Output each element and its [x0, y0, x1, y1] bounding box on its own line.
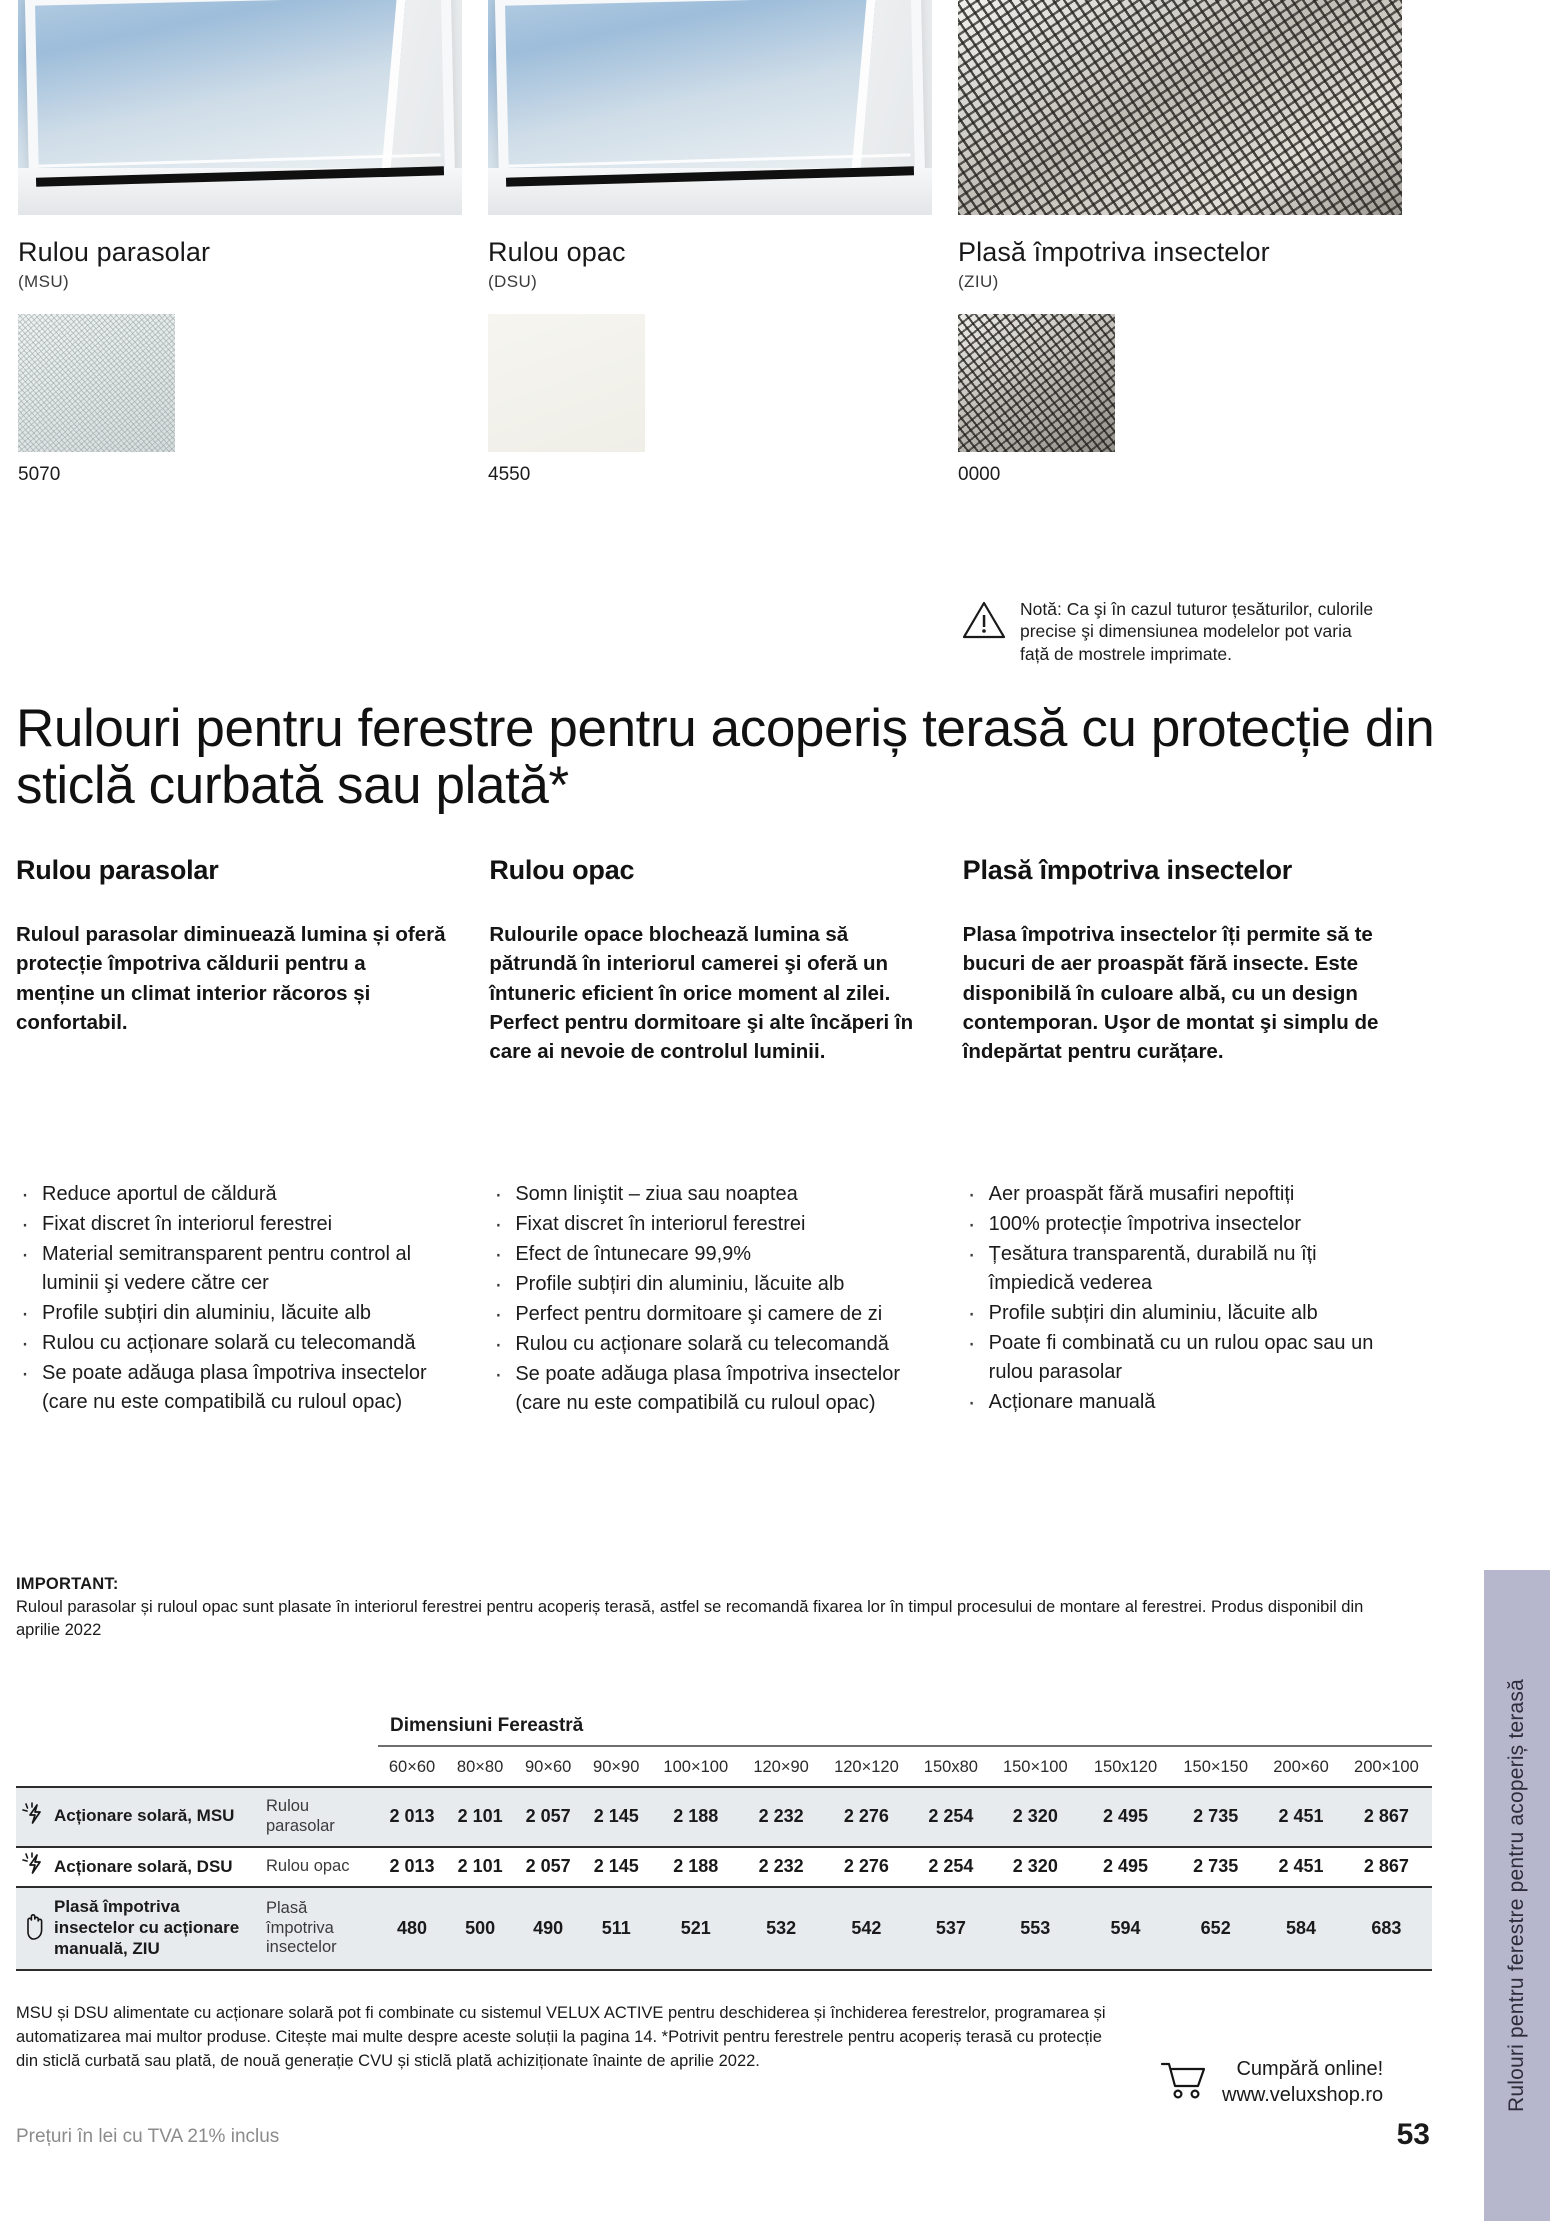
feature-item: · 100% protecție împotriva insectelor: [963, 1210, 1394, 1239]
feature-item: · Rulou cu acționare solară cu telecomandă: [16, 1329, 447, 1358]
bullet-column: [489, 1180, 962, 1419]
price-cell: 2 232: [758, 1856, 804, 1877]
page-number: 53: [1396, 2118, 1430, 2151]
table-row: [16, 1847, 1432, 1888]
product-code: (MSU): [18, 272, 70, 291]
feature-item: · Perfect pentru dormitoare şi camere de zi: [489, 1300, 920, 1329]
section-side-tab: [1484, 1570, 1550, 2221]
column-heading: Plasă împotriva insectelor: [962, 855, 1293, 885]
size-header: 100×100: [663, 1758, 729, 1776]
product-tile: [958, 0, 1402, 486]
row-sublabel: Rulou parasolar: [266, 1787, 378, 1847]
feature-item: · Fixat discret în interiorul ferestrei: [16, 1210, 447, 1239]
feature-list: [16, 1180, 447, 1417]
price-cell: 652: [1170, 1887, 1261, 1969]
feature-item: · Profile subțiri din aluminiu, lăcuite alb: [16, 1299, 447, 1328]
table-row: [16, 1887, 1432, 1969]
price-cell: 2 232: [741, 1787, 821, 1847]
table-row: [16, 1787, 1432, 1847]
fabric-swatch: [18, 314, 175, 452]
price-cell: 2 451: [1261, 1787, 1341, 1847]
size-header: 150x120: [1093, 1758, 1158, 1776]
feature-item: · Acționare manuală: [963, 1388, 1394, 1417]
feature-item: · Efect de întunecare 99,9%: [489, 1240, 920, 1269]
price-cell: 2 867: [1363, 1856, 1409, 1877]
price-cell: 584: [1261, 1887, 1341, 1969]
warning-triangle-icon: [962, 600, 1006, 640]
feature-item: · Profile subțiri din aluminiu, lăcuite alb: [963, 1299, 1394, 1328]
size-header: 60×60: [388, 1758, 436, 1776]
row-label: Plasă împotriva insectelor cu acționare manuală, ZIU: [50, 1887, 266, 1969]
window-photo: [18, 0, 462, 215]
solar-power-icon: [16, 1847, 50, 1888]
feature-item: · Aer proaspăt fără musafiri nepoftiți: [963, 1180, 1394, 1209]
footer-note: MSU și DSU alimentate cu acționare solară pot fi combinate cu sistemul VELUX ACTIVE pentru deschiderea și închiderea ferestrelor, programarea și automatizarea mai multor produse. Citește mai multe despre aceste soluții la pagina 14. *Potrivit pentru ferestrele pentru acoperiș terasă cu protecție din sticlă curbată sau plată, de nouă generație CVU și sticlă plată achiziționate înainte de aprilie 2022.: [16, 2004, 1106, 2070]
shop-line-2[interactable]: www.veluxshop.ro: [1222, 2084, 1384, 2106]
size-header: 200×100: [1354, 1758, 1419, 1776]
swatch-code: 5070: [18, 464, 61, 485]
price-cell: 553: [990, 1887, 1081, 1969]
price-cell: 2 145: [582, 1787, 650, 1847]
price-cell: 683: [1341, 1887, 1432, 1969]
size-header-row: [16, 1746, 1432, 1787]
price-cell: 2 735: [1193, 1856, 1239, 1877]
feature-item: · Rulou cu acționare solară cu telecomandă: [489, 1330, 920, 1359]
product-tile: [488, 0, 932, 486]
price-cell: 511: [582, 1887, 650, 1969]
product-title: Plasă împotriva insectelor: [958, 237, 1270, 267]
column-heading: Rulou opac: [489, 855, 635, 885]
price-cell: 2 188: [673, 1856, 719, 1877]
feature-item: · Țesătura transparentă, durabilă nu îți împiedică vederea: [963, 1240, 1394, 1298]
page-title: Rulouri pentru ferestre pentru acoperiș terasă cu protecție din sticlă curbată sau plată*: [16, 699, 1435, 816]
price-cell: 2 320: [990, 1787, 1081, 1847]
product-tile: [18, 0, 462, 486]
price-table-wrap: [16, 1715, 1432, 1971]
size-header: 200×60: [1273, 1758, 1329, 1776]
feature-bullet-columns: [16, 1180, 1436, 1419]
price-table: [16, 1715, 1432, 1971]
feature-item: · Se poate adăuga plasa împotriva insectelor (care nu este compatibilă cu ruloul opac): [16, 1359, 447, 1417]
price-cell: 2 101: [457, 1856, 503, 1877]
row-label: Acționare solară, DSU: [54, 1856, 233, 1876]
product-title: Rulou opac: [488, 237, 626, 267]
product-tiles: [18, 0, 1438, 486]
important-body: Ruloul parasolar și ruloul opac sunt plasate în interiorul ferestrei pentru acoperiș terasă, astfel se recomandă fixarea lor în timpul procesului de montare al ferestrei. Produs disponibil din aprilie 2022: [16, 1598, 1364, 1640]
price-cell: 2 495: [1102, 1856, 1149, 1877]
price-cell: 537: [912, 1887, 990, 1969]
shop-line-1: Cumpără online!: [1236, 2058, 1384, 2080]
price-cell: 490: [514, 1887, 582, 1969]
feature-item: · Poate fi combinată cu un rulou opac sau un rulou parasolar: [963, 1329, 1394, 1387]
dimensions-title: Dimensiuni Fereastră: [378, 1715, 1432, 1746]
product-code: (ZIU): [958, 272, 999, 291]
mesh-photo: [958, 0, 1402, 215]
price-cell: 2 254: [912, 1787, 990, 1847]
fabric-swatch: [488, 314, 645, 452]
product-code: (DSU): [488, 272, 538, 291]
price-cell: 532: [741, 1887, 821, 1969]
feature-list: [489, 1180, 920, 1418]
description-column: [489, 855, 962, 1067]
price-cell: 2 188: [650, 1787, 741, 1847]
important-heading: IMPORTANT:: [16, 1575, 119, 1593]
size-header: 150x80: [923, 1758, 978, 1776]
feature-item: · Reduce aportul de căldură: [16, 1180, 447, 1209]
column-heading: Rulou parasolar: [16, 855, 219, 885]
manual-hand-icon: [16, 1887, 50, 1969]
feature-list: [963, 1180, 1394, 1417]
size-header: 150×100: [1002, 1758, 1068, 1776]
price-cell: 594: [1081, 1887, 1170, 1969]
size-header: 90×90: [593, 1758, 640, 1776]
shop-online-block[interactable]: [1160, 2056, 1383, 2108]
price-cell: 521: [650, 1887, 741, 1969]
bullet-column: [16, 1180, 489, 1419]
price-cell: 2 867: [1341, 1787, 1432, 1847]
column-lead: Plasa împotriva insectelor îți permite să te bucuri de aer proaspăt fără insecte. Este disponibilă în culoare albă, cu un design contemporan. Uşor de montat şi simplu de îndepărtat pentru curățare.: [962, 923, 1379, 1064]
shopping-cart-icon: [1160, 2060, 1206, 2100]
price-cell: 2 276: [821, 1787, 912, 1847]
feature-item: · Material semitransparent pentru control al luminii şi vedere către cer: [16, 1240, 447, 1298]
feature-item: · Somn liniştit – ziua sau noaptea: [489, 1180, 920, 1209]
size-header: 120×90: [753, 1758, 809, 1776]
price-cell: 2 451: [1278, 1856, 1324, 1877]
size-header: 120×120: [834, 1758, 899, 1776]
fabric-swatch: [958, 314, 1115, 452]
price-cell: 2 057: [525, 1856, 571, 1877]
price-cell: 2 254: [928, 1856, 974, 1877]
solar-power-icon: [16, 1787, 50, 1847]
price-cell: 2 320: [1012, 1856, 1058, 1877]
product-description-columns: [16, 855, 1436, 1067]
price-table-body: [16, 1787, 1432, 1970]
size-header: 150×150: [1183, 1758, 1249, 1776]
price-table-head: [16, 1715, 1432, 1787]
swatch-code: 4550: [488, 464, 531, 485]
dimensions-title-row: [16, 1715, 1432, 1746]
bullet-column: [963, 1180, 1436, 1419]
row-label: Acționare solară, MSU: [50, 1787, 266, 1847]
size-header: 90×60: [524, 1758, 572, 1776]
important-notice: [16, 1575, 1396, 1643]
price-cell: 2 495: [1081, 1787, 1170, 1847]
feature-item: · Profile subțiri din aluminiu, lăcuite alb: [489, 1270, 920, 1299]
size-header: 80×80: [456, 1758, 504, 1776]
column-lead: Ruloul parasolar diminuează lumina și oferă protecție împotriva căldurii pentru a menține un climat interior răcoros și confortabil.: [16, 923, 446, 1034]
side-tab-label: Rulouri pentru ferestre pentru acoperiș terasă: [1505, 1679, 1528, 2112]
price-cell: 2 013: [378, 1787, 446, 1847]
price-cell: 480: [378, 1887, 446, 1969]
row-sublabel: Rulou opac: [266, 1857, 350, 1876]
price-cell: 2 101: [446, 1787, 514, 1847]
feature-item: · Fixat discret în interiorul ferestrei: [489, 1210, 920, 1239]
price-cell: 500: [446, 1887, 514, 1969]
price-cell: 2 276: [843, 1856, 889, 1877]
prices-disclaimer: Prețuri în lei cu TVA 21% inclus: [16, 2126, 280, 2147]
product-title: Rulou parasolar: [18, 237, 211, 267]
row-sublabel: Plasă împotriva insectelor: [266, 1887, 378, 1969]
window-photo: [488, 0, 932, 215]
price-cell: 542: [821, 1887, 912, 1969]
shop-text: [1222, 2056, 1383, 2108]
price-cell: 2 735: [1170, 1787, 1261, 1847]
column-lead: Rulourile opace blochează lumina să pătrundă în interiorul camerei şi oferă un întuneric eficient în orice moment al zilei. Perfect pentru dormitoare şi alte încăperi în care ai nevoie de controlul luminii.: [489, 923, 914, 1064]
fabric-note: [962, 598, 1382, 665]
fabric-note-text: Notă: Ca şi în cazul tuturor țesăturilor, culorile precise şi dimensiunea modelelor pot varia față de mostrele imprimate.: [1020, 599, 1374, 664]
swatch-code: 0000: [958, 464, 1001, 485]
price-cell: 2 013: [389, 1856, 435, 1877]
price-cell: 2 057: [514, 1787, 582, 1847]
description-column: [16, 855, 489, 1067]
description-column: [963, 855, 1436, 1067]
feature-item: · Se poate adăuga plasa împotriva insectelor (care nu este compatibilă cu ruloul opac): [489, 1360, 920, 1418]
price-cell: 2 145: [593, 1856, 639, 1877]
